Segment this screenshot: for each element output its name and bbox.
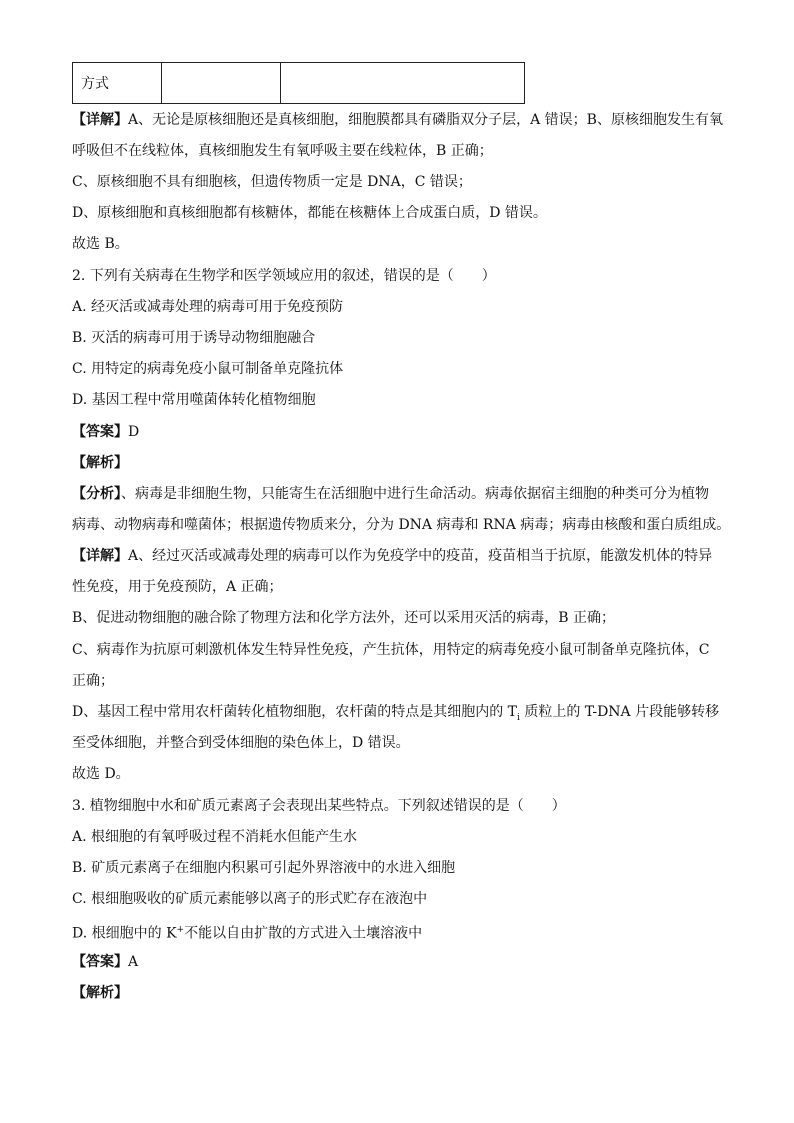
- q2-detail-line7: 至受体细胞，并整合到受体细胞的染色体上，D 错误。: [72, 735, 410, 751]
- table-row-label: 方式: [73, 63, 162, 104]
- detail-tag: 【详解】: [72, 112, 128, 128]
- q2-option-d: D. 基因工程中常用噬菌体转化植物细胞: [72, 392, 316, 408]
- q3-stem: 3. 植物细胞中水和矿质元素离子会表现出某些特点。下列叙述错误的是（ ）: [72, 798, 566, 814]
- q2-option-c: C. 用特定的病毒免疫小鼠可制备单克隆抗体: [72, 361, 344, 377]
- answer-tag: 【答案】: [72, 424, 128, 440]
- q2-answer: [72, 422, 139, 442]
- subscript: i: [517, 712, 520, 723]
- table-cell: [162, 63, 281, 104]
- q3-option-b: B. 矿质元素离子在细胞内积累可引起外界溶液中的水进入细胞: [72, 860, 456, 876]
- q3-option-c: C. 根细胞吸收的矿质元素能够以离子的形式贮存在液泡中: [72, 891, 428, 907]
- detail-text: 质粒上的 T-DNA 片段能够转移: [519, 704, 720, 720]
- table-cell: [281, 63, 525, 104]
- answer-tag: 【答案】: [72, 954, 128, 970]
- answer-value: A: [128, 954, 139, 970]
- detail-text: A、经过灭活或减毒处理的病毒可以作为免疫学中的疫苗，疫苗相当于抗原，能激发机体的特异: [128, 548, 713, 564]
- q3-option-a: A. 根细胞的有氧呼吸过程不消耗水但能产生水: [72, 829, 358, 845]
- q3-answer: [72, 952, 138, 972]
- q1-detail-line3: C、原核细胞不具有细胞核，但遗传物质一定是 DNA，C 错误；: [72, 174, 472, 190]
- answer-value: D: [128, 424, 140, 440]
- q2-detail-line3: B、促进动物细胞的融合除了物理方法和化学方法外，还可以采用灭活的病毒，B 正确；: [72, 610, 616, 626]
- table-row: [73, 63, 525, 104]
- option-text: 不能以自由扩散的方式进入土壤溶液中: [184, 925, 423, 942]
- q2-option-a: A. 经灭活或减毒处理的病毒可用于免疫预防: [72, 299, 344, 315]
- q2-analysis-line2: 病毒、动物病毒和噬菌体；根据遗传物质来分，分为 DNA 病毒和 RNA 病毒；病毒由核酸和蛋白质组成。: [72, 517, 731, 533]
- q2-detail-line4: C、病毒作为抗原可刺激机体发生特异性免疫，产生抗体，用特定的病毒免疫小鼠可制备单克隆抗体，C: [72, 642, 710, 658]
- analysis-head: 【分析】: [72, 486, 121, 502]
- q1-detail-line2: 呼吸但不在线粒体，真核细胞发生有氧呼吸主要在线粒体，B 正确；: [72, 143, 493, 159]
- method-table: [72, 62, 525, 104]
- q2-detail-line5: 正确；: [72, 673, 114, 689]
- q2-detail-line1: [72, 546, 712, 566]
- detail-text: A、无论是原核细胞还是真核细胞，细胞膜都具有磷脂双分子层，A 错误；B、原核细胞发生有氧: [128, 112, 723, 128]
- analysis-text: 、病毒是非细胞生物，只能寄生在活细胞中进行生命活动。病毒依据宿主细胞的种类可分为植物: [121, 486, 709, 502]
- q2-stem: 2. 下列有关病毒在生物学和医学领域应用的叙述，错误的是（ ）: [72, 268, 496, 284]
- q1-detail-line4: D、原核细胞和真核细胞都有核糖体，都能在核糖体上合成蛋白质，D 错误。: [72, 205, 547, 221]
- q2-detail-line6: [72, 702, 719, 728]
- superscript: +: [176, 925, 185, 935]
- q3-option-d: [72, 920, 422, 944]
- detail-tag: 【详解】: [72, 548, 128, 564]
- q2-conclusion: 故选 D。: [72, 766, 130, 782]
- detail-text: D、基因工程中常用农杆菌转化植物细胞，农杆菌的特点是其细胞内的 T: [72, 704, 518, 720]
- option-text: D. 根细胞中的 K: [72, 925, 177, 942]
- q2-analysis-line1: [72, 484, 709, 504]
- q3-analysis-tag: 【解析】: [72, 985, 128, 1001]
- q2-option-b: B. 灭活的病毒可用于诱导动物细胞融合: [72, 330, 316, 346]
- q2-detail-line2: 性免疫，用于免疫预防，A 正确；: [72, 579, 283, 595]
- q1-conclusion: 故选 B。: [72, 236, 129, 252]
- q1-detail-line1: [72, 110, 723, 130]
- q2-analysis-tag: 【解析】: [72, 455, 128, 471]
